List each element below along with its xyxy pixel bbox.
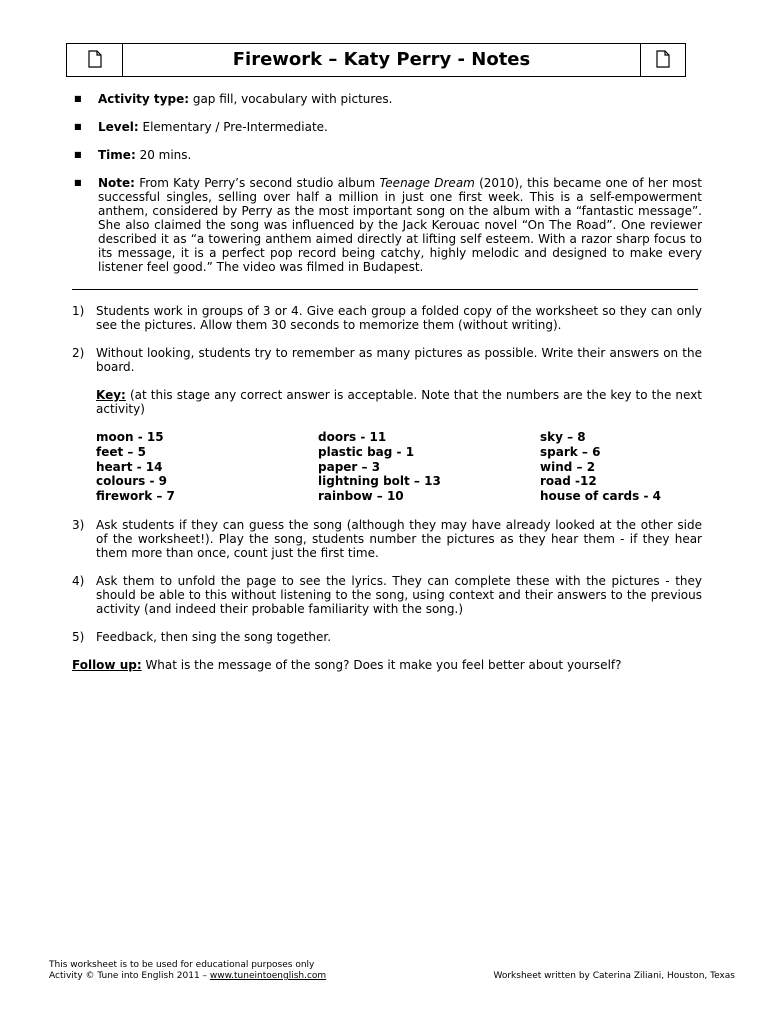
album-title: Teenage Dream bbox=[379, 176, 475, 190]
step-1 bbox=[72, 304, 702, 332]
step-number: 4) bbox=[72, 573, 85, 588]
bullet-time bbox=[72, 148, 702, 162]
step-number: 3) bbox=[72, 517, 85, 532]
step-4 bbox=[72, 574, 702, 616]
step-text: Ask them to unfold the page to see the lyrics. They can complete these with the pictures - they should be able to this without listening to the song, using context and their answers to the previous activity (and indeed their probable familiarity with the song.) bbox=[96, 573, 702, 616]
key-text: (at this stage any correct answer is acceptable. Note that the numbers are the key to the next activity) bbox=[96, 388, 702, 416]
key-item: rainbow – 10 bbox=[318, 489, 404, 504]
right-icon-cell bbox=[640, 44, 685, 76]
follow-up-text: What is the message of the song? Does it make you feel better about yourself? bbox=[141, 657, 622, 672]
bullet-text: Elementary / Pre-Intermediate. bbox=[138, 120, 328, 134]
document-icon bbox=[656, 50, 670, 68]
key-item: wind – 2 bbox=[540, 459, 596, 474]
follow-up bbox=[72, 658, 702, 672]
key-item: road -12 bbox=[540, 474, 597, 489]
step-number: 5) bbox=[72, 629, 85, 644]
bullet-label: Time: bbox=[98, 148, 136, 162]
note-text-post: (2010), this became one of her most successful singles, selling over half a million in just one first week. This is a self-empowerment anthem, considered by Perry as the most important song on the album with a “fantastic message”. She also claimed the song was influenced by the Jack Kerouac novel “On The Road”. One reviewer described it as “a towering anthem aimed directly at lifting self esteem. With a razor sharp focus to its message, it is a perfect pop record being catchy, highly melodic and designed to make every listener feel good.” The video was filmed in Budapest. bbox=[98, 176, 702, 274]
key-label: Key: bbox=[96, 388, 126, 402]
step-text: Students work in groups of 3 or 4. Give each group a folded copy of the worksheet so they can only see the pictures. Allow them 30 seconds to memorize them (without writing). bbox=[96, 304, 702, 332]
key-item: spark – 6 bbox=[540, 444, 601, 459]
step-5 bbox=[72, 630, 702, 644]
info-bullets bbox=[72, 92, 702, 288]
key-item: feet – 5 bbox=[96, 444, 146, 459]
copyright-text: Activity © Tune into English 2011 – bbox=[49, 971, 210, 981]
bullet-label: Activity type: bbox=[98, 92, 190, 106]
footer-disclaimer: This worksheet is to be used for educational purposes only bbox=[49, 960, 315, 970]
key-intro bbox=[96, 388, 702, 416]
procedure-steps bbox=[72, 304, 702, 672]
step-number: 1) bbox=[72, 304, 85, 318]
bullet-label: Level: bbox=[98, 120, 139, 134]
bullet-square-icon: ■ bbox=[74, 178, 82, 187]
step-3 bbox=[72, 518, 702, 560]
left-icon-cell bbox=[67, 44, 123, 76]
bullet-square-icon: ■ bbox=[74, 122, 82, 131]
website-link[interactable]: www.tuneintoenglish.com bbox=[209, 971, 327, 981]
footer-author: Worksheet written by Caterina Ziliani, Houston, Texas bbox=[493, 971, 735, 981]
step-2 bbox=[72, 346, 702, 504]
note-label: Note: bbox=[98, 176, 135, 190]
key-item: house of cards - 4 bbox=[540, 489, 661, 504]
key-item: firework – 7 bbox=[96, 489, 175, 504]
step-text: Ask students if they can guess the song (although they may have already looked at the other side of the worksheet!). Play the song, students number the pictures as they hear them - if they hear them more than once, count just the first time. bbox=[96, 517, 702, 560]
bullet-square-icon: ■ bbox=[74, 150, 82, 159]
bullet-square-icon: ■ bbox=[74, 94, 82, 103]
key-item: sky – 8 bbox=[540, 430, 586, 444]
bullet-text: 20 mins. bbox=[135, 148, 192, 162]
key-item: doors - 11 bbox=[318, 430, 387, 444]
bullet-level bbox=[72, 120, 702, 134]
bullet-text: gap fill, vocabulary with pictures. bbox=[189, 92, 393, 106]
page-title: Firework – Katy Perry - Notes bbox=[232, 49, 531, 70]
step-text: Feedback, then sing the song together. bbox=[96, 629, 332, 644]
key-item: lightning bolt – 13 bbox=[318, 474, 441, 489]
key-item: plastic bag - 1 bbox=[318, 444, 415, 459]
key-grid bbox=[96, 430, 702, 504]
document-icon bbox=[88, 50, 102, 68]
bullet-note bbox=[72, 176, 702, 274]
key-item: colours - 9 bbox=[96, 474, 168, 489]
note-text-pre: From Katy Perry’s second studio album bbox=[134, 176, 380, 190]
follow-up-label: Follow up: bbox=[72, 657, 142, 672]
page-footer bbox=[49, 960, 739, 982]
key-item: heart - 14 bbox=[96, 459, 163, 474]
key-item: paper – 3 bbox=[318, 459, 381, 474]
step-text: Without looking, students try to remember as many pictures as possible. Write their answers on the board. bbox=[96, 346, 702, 374]
divider-line bbox=[72, 289, 698, 290]
bullet-activity-type bbox=[72, 92, 702, 106]
step-number: 2) bbox=[72, 346, 85, 360]
key-item: moon - 15 bbox=[96, 430, 164, 444]
title-box bbox=[66, 43, 686, 77]
